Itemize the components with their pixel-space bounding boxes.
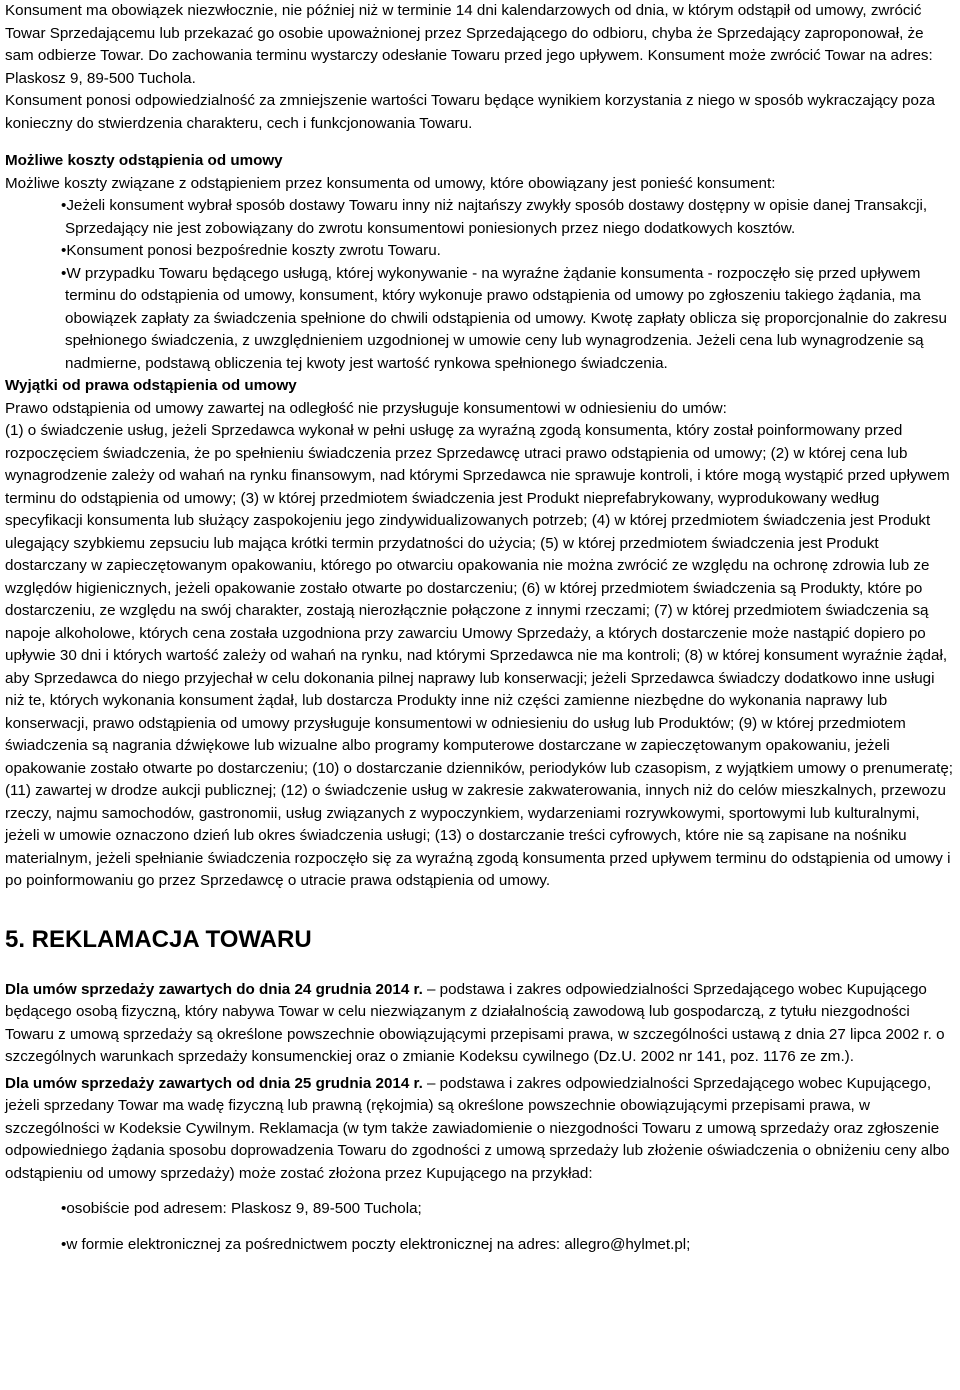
heading-exceptions: Wyjątki od prawa odstąpienia od umowy [5, 377, 297, 394]
paragraph-exceptions-intro: Prawo odstąpienia od umowy zawartej na odległość nie przysługuje konsumentowi w odniesieniu do umów: [5, 399, 727, 417]
paragraph-liability: Konsument ponosi odpowiedzialność za zmniejszenie wartości Towaru będące wynikiem korzystania z niego w sposób wykraczający poza konieczny do stwierdzenia charakteru, cech i funkcjonowania Towaru. [5, 92, 935, 132]
heading-costs: Możliwe koszty odstąpienia od umowy [5, 152, 283, 169]
paragraph-complaint-until-2014 [5, 979, 956, 1069]
paragraph-text: – podstawa i zakres odpowiedzialności Sprzedającego wobec Kupującego będącego osobą fizyczną, który nabywa Towar w celu niezwiązanym z działalnością zawodową lub gospodarczą, z tytułu niezgodności Towaru z umową sprzedaży są określone powszechnie obowiązującymi przepisami prawa, w szczególności ustawą z dnia 27 lipca 2002 r. o szczególnych warunkach sprzedaży konsumenckiej oraz o zmianie Kodeksu cywilnego (Dz.U. 2002 nr 141, poz. 1176 ze zm.). [5, 980, 945, 1065]
paragraph-costs-intro: Możliwe koszty związane z odstąpieniem przez konsumenta od umowy, które obowiązany jest ponieść konsument: [5, 174, 776, 192]
list-item-email: •w formie elektronicznej za pośrednictwem poczty elektronicznej na adres: allegro@hylmet.pl; [61, 1235, 691, 1253]
paragraph-return-obligation: Konsument ma obowiązek niezwłocznie, nie później niż w terminie 14 dni kalendarzowych od dnia, w którym odstąpił od umowy, zwrócić Towar Sprzedającemu lub przekazać go osobie upoważnionej przez Sprzedającego do odbioru, chyba że Sprzedający zaproponował, że sam odbierze Towar. Do zachowania terminu wystarczy odesłanie Towaru przed jego upływem. Konsument może zwrócić Towar na adres: Plaskosz 9, 89-500 Tuchola. [5, 2, 933, 87]
date-scope-label: Dla umów sprzedaży zawartych od dnia 25 grudnia 2014 r. [5, 1074, 423, 1092]
section-title: 5. REKLAMACJA TOWARU [5, 925, 312, 953]
paragraph-exceptions-body: (1) o świadczenie usług, jeżeli Sprzedawca wykonał w pełni usługę za wyraźną zgodą konsumenta, który został poinformowany przed rozpoczęciem świadczenia, że po spełnieniu świadczenia przez Sprzedawcę utraci prawo odstąpienia od umowy; (2) w której cena lub wynagrodzenie zależy od wahań na rynku finansowym, nad którymi Sprzedawca nie sprawuje kontroli, i które mogą wystąpić przed upływem terminu do odstąpienia od umowy; (3) w której przedmiotem świadczenia jest Produkt nieprefabrykowany, wyprodukowany według specyfikacji konsumenta lub służący zaspokojeniu jego zindywidualizowanych potrzeb; (4) w której przedmiotem świadczenia jest Produkt ulegający szybkiemu zepsuciu lub mająca krótki termin przydatności do użycia; (5) w której przedmiotem świadczenia jest Produkt dostarczany w zapieczętowanym opakowaniu, którego po otwarciu opakowania nie można zwrócić ze względu na ochronę zdrowia lub ze względów higienicznych, jeżeli opakowanie zostało otwarte po dostarczeniu; (6) w której przedmiotem świadczenia są Produkty, które po dostarczeniu, ze względu na swój charakter, zostają nierozłącznie połączone z innymi rzeczami; (7) w której przedmiotem świadczenia są napoje alkoholowe, których cena została uzgodniona przy zawarciu Umowy Sprzedaży, a których dostarczenie może nastąpić dopiero po upływie 30 dni i których wartość zależy od wahań na rynku, nad którymi Sprzedawca nie ma kontroli; (8) w której konsument wyraźnie żądał, aby Sprzedawca do niego przyjechał w celu dokonania pilnej naprawy lub konserwacji; jeżeli Sprzedawca świadczy dodatkowo inne usługi niż te, których wykonania konsument żądał, lub dostarcza Produkty inne niż części zamienne niezbędne do wykonania naprawy lub konserwacji, prawo odstąpienia od umowy przysługuje konsumentowi w odniesieniu do usług lub Produktów; (9) w której przedmiotem świadczenia są nagrania dźwiękowe lub wizualne albo programy komputerowe dostarczane w zapieczętowanym opakowaniu, jeżeli opakowanie zostało otwarte po dostarczeniu; (10) o dostarczanie dzienników, periodyków lub czasopism, z wyjątkiem umowy o prenumeratę; (11) zawartej w drodze aukcji publicznej; (12) o świadczenie usług w zakresie zakwaterowania, innych niż do celów mieszkalnych, przewozu rzeczy, najmu samochodów, gastronomii, usług związanych z wypoczynkiem, wydarzeniami rozrywkowymi, sportowymi lub kulturalnymi, jeżeli w umowie oznaczono dzień lub okres świadczenia usługi; (13) o dostarczanie treści cyfrowych, które nie są zapisane na nośniku materialnym, jeżeli spełnianie świadczenia rozpoczęło się za wyraźną zgodą konsumenta przed upływem terminu do odstąpienia od umowy i po poinformowaniu go przez Sprzedawcę o utracie prawa odstąpienia od umowy. [5, 422, 954, 889]
paragraph-text: – podstawa i zakres odpowiedzialności Sprzedającego wobec Kupującego, jeżeli sprzedany Towar ma wadę fizyczną lub prawną (rękojmia) są określone powszechnie obowiązującymi przepisami prawa, w szczególności w Kodeksie Cywilnym. Reklamacja (w tym także zawiadomienie o niezgodności Towaru z umową sprzedaży oraz zgłoszenie odpowiedniego żądania sposobu doprowadzenia Towaru do zgodności z umową sprzedaży lub złożenie oświadczenia o obniżeniu ceny albo odstąpieniu od umowy sprzedaży) może zostać złożona przez Kupującego na przykład: [5, 1074, 950, 1182]
list-item-cost-2: •Konsument ponosi bezpośrednie koszty zwrotu Towaru. [61, 242, 441, 259]
paragraph-complaint-from-2014 [5, 1073, 956, 1186]
list-item-cost-3: •W przypadku Towaru będącego usługą, której wykonywanie - na wyraźne żądanie konsumenta - rozpoczęło się przed upływem terminu do odstąpienia od umowy, konsument, który wykonuje prawo odstąpienia od umowy po zgłoszeniu takiego żądania, ma obowiązek zapłaty za świadczenia spełnione do chwili odstąpienia od umowy. Kwotę zapłaty oblicza się proporcjonalnie do zakresu spełnionego świadczenia, z uwzględnieniem uzgodnionej w umowie ceny lub wynagrodzenia. Jeżeli cena lub wynagrodzenie są nadmierne, podstawą obliczenia tej kwoty jest wartość rynkowa spełnionego świadczenia. [61, 264, 947, 372]
date-scope-label: Dla umów sprzedaży zawartych do dnia 24 grudnia 2014 r. [5, 980, 423, 998]
list-item-cost-1: •Jeżeli konsument wybrał sposób dostawy Towaru inny niż najtańszy zwykły sposób dostawy dostępny w opisie danej Transakcji, Sprzedający nie jest zobowiązany do zwrotu konsumentowi poniesionych przez niego dodatkowych kosztów. [61, 197, 928, 237]
list-item-in-person: •osobiście pod adresem: Plaskosz 9, 89-500 Tuchola; [61, 1200, 422, 1217]
